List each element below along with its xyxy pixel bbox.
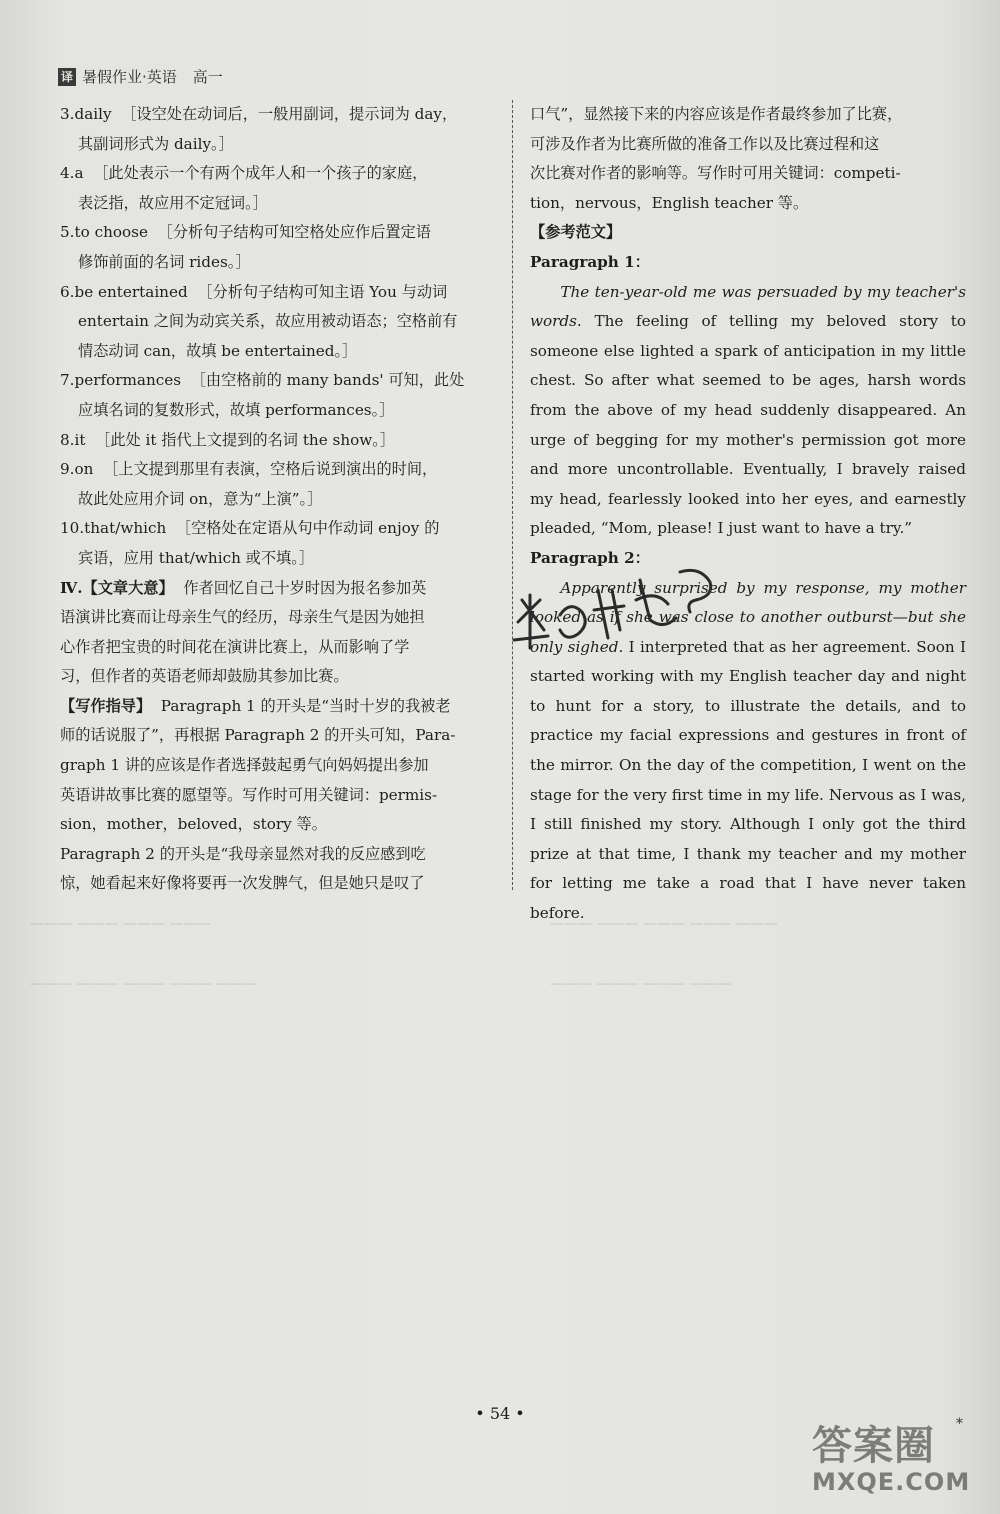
- page-header: [58, 66, 223, 87]
- bleed-through: ——— ——— ——— ——— ——— ——— ——— ——— ——— ——— ——— ——— ——— ——— ——— ——— ——— ———: [30, 916, 778, 992]
- paragraph-1-label: Paragraph 1：: [530, 252, 650, 271]
- sample-essay-label: 【参考范文】: [530, 223, 622, 242]
- answer-item-3: 3.daily ［设空处在动词后，一般用副词，提示词为 day，: [60, 105, 458, 123]
- answer-item-10: 10.that/which ［空格处在定语从句中作动词 enjoy 的: [60, 519, 440, 538]
- watermark-site: MXQE.COM: [812, 1468, 971, 1496]
- answer-item-6: 6.be entertained ［分析句子结构可知主语 You 与动词: [60, 282, 448, 301]
- site-watermark: [812, 1424, 982, 1508]
- left-column: 3.daily ［设空处在动词后，一般用副词，提示词为 day， 其副词形式为 daily。］ 4.a ［此处表示一个有两个成年人和一个孩子的家庭， 表泛指，故应用不定冠词。］ 5.to choose ［分析句子结构可知空格处应作后置定语 修饰前面的名词 rides。］ 6.be entertained ［分析句子结构可知主语 You 与动词 entertain 之间为动宾关系，故应用被动语态；空格前有 情态动词 can，故填 be entertained。］ 7.performances ［由空格前的 many bands' 可知，此处 应填名词的复数形式，故填 performances。］ 8.it ［此处 it 指代上文提到的名词 the show。］ 9.on ［上文提到那里有表演，空格后说到演出的时间， 故此处应用介词 on，意为“上演”。］ 10.that/which ［空格处在定语从句中作动词 enjoy 的 宾语，应用 that/which 或不填。］ Ⅳ.【文章大意】 作者回忆自己十岁时因为报名参加英 语演讲比赛而让母亲生气的经历，母亲生气是因为她担 心作者把宝贵的时间花在演讲比赛上，从而影响了学 习，但作者的英语老师却鼓励其参加比赛。 【写作指导】 Paragraph 1 的开头是“当时十岁的我被老 师的话说服了”，再根据 Paragraph 2 的开头可知，Para- graph 1 讲的应该是作者选择鼓起勇气向妈妈提出参加 英语讲故事比赛的愿望等。写作时可用关键词：permis- sion，mother，beloved，story 等。 Paragraph 2 的开头是“我母亲显然对我的反应感到吃 惊，她看起来好像将要再一次发脾气，但是她只是叹了: [60, 100, 496, 899]
- header-title: 暑假作业·英语: [82, 68, 177, 86]
- paragraph-1-text: The ten-year-old me was persuaded by my teacher's words. The feeling of telling my beloved story to someone else lighted a spark of anticipation in my little chest. So after what seemed to be ages, harsh words from the above of my head suddenly disappeared. An urge of begging for my mother's permission got more and more uncontrollable. Eventually, I bravely raised my head, fearlessly looked into her eyes, and earnestly pleaded, “Mom, please! I just want to have a try.”: [530, 282, 966, 538]
- answer-item-7: 7.performances ［由空格前的 many bands' 可知，此处: [60, 371, 465, 390]
- handwritten-scribble: [500, 560, 730, 670]
- answer-item-5: 5.to choose ［分析句子结构可知空格处应作后置定语: [60, 223, 431, 242]
- answer-item-8: 8.it ［此处 it 指代上文提到的名词 the show。］: [60, 430, 396, 449]
- paragraph-2-text: Apparently surprised by my response, my mother looked as if she was close to another outburst—but she only sighed. I interpreted that as her agreement. Soon I started working with my English teacher day and night to hunt for a story, to illustrate the details, and to practice my facial expressions and gestures in front of the mirror. On the day of the competition, I went on the stage for the very first time in my life. Nervous as I was, I still finished my story. Although I only got the third prize at that time, I thank my teacher and my mother for letting me take a road that I have never taken before.: [530, 578, 966, 923]
- header-logo: 译: [58, 68, 76, 86]
- right-column: 口气”，显然接下来的内容应该是作者最终参加了比赛， 可涉及作者为比赛所做的准备工作以及比赛过程和这 次比赛对作者的影响等。写作时可用关键词：competi- tion，nervous，English teacher 等。 【参考范文】 Paragraph 1： The ten-year-old me was persuaded by my teacher's words. The feeling of telling my beloved story to someone else lighted a spark of anticipation in my little chest. So after what seemed to be ages, harsh words from the above of my head suddenly disappeared. An urge of begging for my mother's permission got more and more uncontrollable. Eventually, I bravely raised my head, fearlessly looked into her eyes, and earnestly pleaded, “Mom, please! I just want to have a try.” Paragraph 2： Apparently surprised by my response, my mother looked as if she was close to another outburst—but she only sighed. I interpreted that as her agreement. Soon I started working with my English teacher day and night to hunt for a story, to illustrate the details, and to practice my facial expressions and gestures in front of the mirror. On the day of the competition, I went on the stage for the very first time in my life. Nervous as I was, I still finished my story. Although I only got the third prize at that time, I thank my teacher and my mother for letting me take a road that I have never taken before.: [530, 100, 966, 929]
- watermark-logo: 答案圈: [812, 1423, 935, 1469]
- section-iv-label: Ⅳ.【文章大意】: [60, 578, 174, 597]
- answer-item-4: 4.a ［此处表示一个有两个成年人和一个孩子的家庭，: [60, 164, 428, 183]
- answer-item-9: 9.on ［上文提到那里有表演，空格后说到演出的时间，: [60, 460, 438, 479]
- page-number: • 54 •: [475, 1404, 525, 1423]
- column-divider: [512, 100, 513, 890]
- section-iv-summary: Ⅳ.【文章大意】 作者回忆自己十岁时因为报名参加英: [60, 578, 427, 597]
- star-mark: *: [956, 1416, 963, 1432]
- paragraph-2-label: Paragraph 2：: [530, 548, 650, 567]
- writing-guide-label: 【写作指导】: [60, 696, 152, 715]
- header-grade: 高一: [192, 68, 223, 86]
- writing-guide: 【写作指导】 Paragraph 1 的开头是“当时十岁的我被老: [60, 696, 451, 715]
